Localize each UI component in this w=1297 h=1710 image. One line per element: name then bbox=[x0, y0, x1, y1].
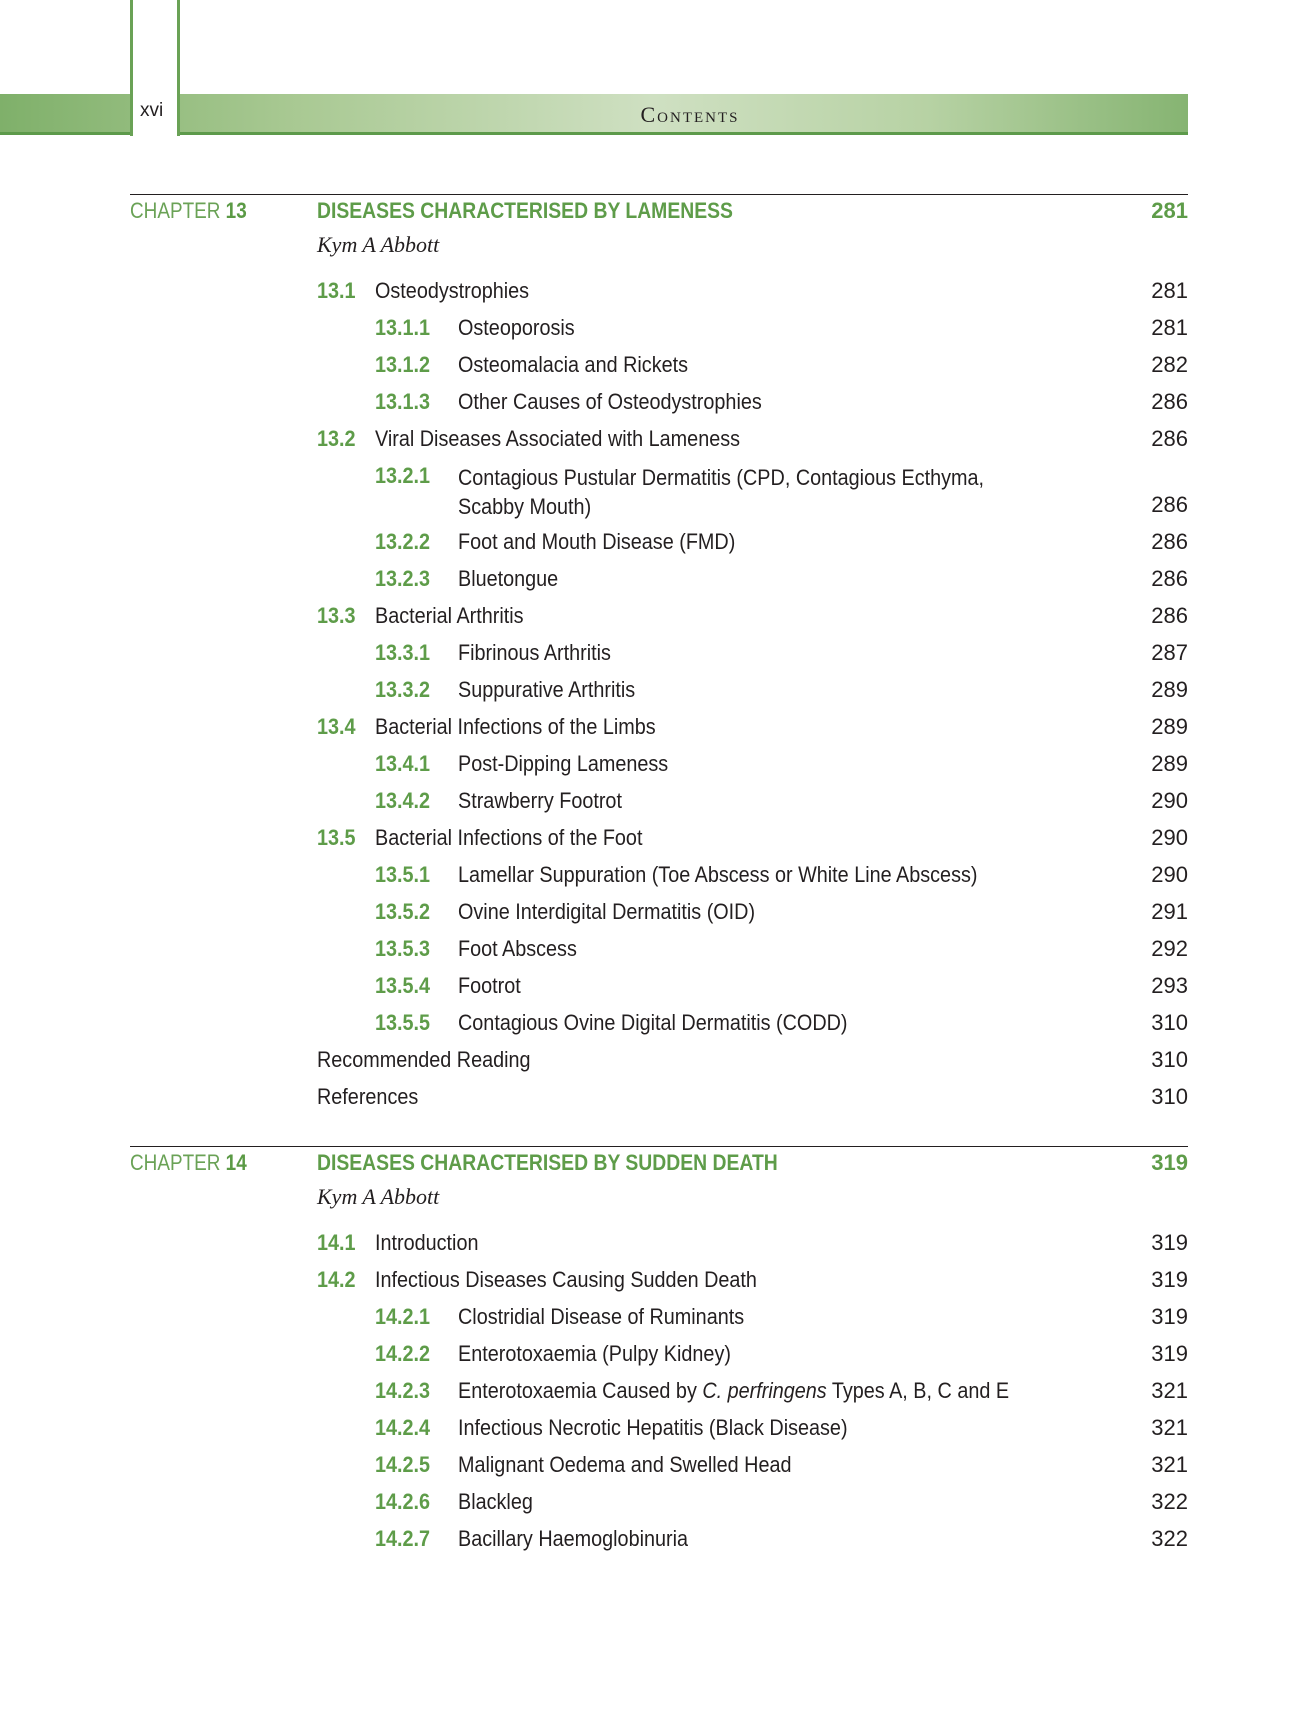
section-title: Infectious Diseases Causing Sudden Death bbox=[375, 1267, 757, 1292]
section-page: 286 bbox=[1151, 603, 1188, 628]
chapter-label-number: 13 bbox=[225, 198, 247, 223]
section-title: Introduction bbox=[375, 1230, 479, 1255]
section-title: Viral Diseases Associated with Lameness bbox=[375, 426, 741, 451]
section-title: Other Causes of Osteodystrophies bbox=[458, 389, 762, 414]
section-number: 13.5.2 bbox=[375, 899, 431, 924]
toc-entry[interactable] bbox=[130, 1010, 1188, 1044]
section-number: 13.3.2 bbox=[375, 677, 431, 702]
toc-entry[interactable] bbox=[130, 862, 1188, 896]
section-page: 286 bbox=[1151, 389, 1188, 414]
toc-entry[interactable] bbox=[130, 973, 1188, 1007]
toc-entry[interactable] bbox=[130, 1047, 1188, 1081]
section-number: 14.2.5 bbox=[375, 1452, 431, 1477]
chapter-label-prefix: CHAPTER bbox=[130, 198, 226, 223]
toc-entry[interactable] bbox=[130, 1378, 1188, 1412]
section-number: 13.4 bbox=[317, 714, 356, 739]
section-page: 321 bbox=[1151, 1452, 1188, 1477]
section-page: 310 bbox=[1151, 1010, 1188, 1035]
section-number: 14.2.1 bbox=[375, 1304, 431, 1329]
section-page: 319 bbox=[1151, 1304, 1188, 1329]
toc-entry[interactable] bbox=[130, 389, 1188, 423]
section-number: 13.1.1 bbox=[375, 315, 431, 340]
section-number: 13.1 bbox=[317, 278, 356, 303]
section-page: 310 bbox=[1151, 1084, 1188, 1109]
toc-entry[interactable] bbox=[130, 1304, 1188, 1338]
section-title: Recommended Reading bbox=[317, 1047, 531, 1072]
section-number: 13.2 bbox=[317, 426, 356, 451]
toc-entry[interactable] bbox=[130, 1526, 1188, 1560]
toc-entry[interactable] bbox=[130, 714, 1188, 748]
section-number: 13.5 bbox=[317, 825, 356, 850]
section-title: Blackleg bbox=[458, 1489, 533, 1514]
section-title bbox=[458, 1378, 1009, 1404]
section-page: 282 bbox=[1151, 352, 1188, 377]
section-title: Suppurative Arthritis bbox=[458, 677, 636, 702]
section-page: 319 bbox=[1151, 1230, 1188, 1255]
section-number: 14.2.2 bbox=[375, 1341, 431, 1366]
section-title-part: Types A, B, C and E bbox=[826, 1378, 1010, 1403]
toc-entry[interactable] bbox=[130, 751, 1188, 785]
section-page: 286 bbox=[1151, 492, 1188, 517]
section-title: Foot and Mouth Disease (FMD) bbox=[458, 529, 736, 554]
section-page: 293 bbox=[1151, 973, 1188, 998]
toc-entry[interactable] bbox=[130, 788, 1188, 822]
toc-entry[interactable] bbox=[130, 1489, 1188, 1523]
toc-entry[interactable] bbox=[130, 463, 1188, 519]
page-number: xvi bbox=[140, 100, 164, 121]
toc-entry[interactable] bbox=[130, 603, 1188, 637]
section-page: 281 bbox=[1151, 315, 1188, 340]
section-number: 13.2.2 bbox=[375, 529, 431, 554]
toc-entry[interactable] bbox=[130, 936, 1188, 970]
section-page: 286 bbox=[1151, 529, 1188, 554]
section-number: 14.2.4 bbox=[375, 1415, 431, 1440]
section-page: 281 bbox=[1151, 278, 1188, 303]
section-number: 13.1.2 bbox=[375, 352, 431, 377]
chapter-rule bbox=[130, 194, 1188, 195]
toc-entry[interactable] bbox=[130, 1084, 1188, 1118]
section-title: Foot Abscess bbox=[458, 936, 577, 961]
toc-entry[interactable] bbox=[130, 529, 1188, 563]
toc-entry[interactable] bbox=[130, 426, 1188, 460]
running-head: Contents bbox=[640, 102, 740, 127]
section-title: Lamellar Suppuration (Toe Abscess or White Line Abscess) bbox=[458, 862, 978, 887]
section-title: Contagious Pustular Dermatitis (CPD, Contagious Ecthyma, Scabby Mouth) bbox=[458, 465, 985, 519]
toc-entry[interactable] bbox=[130, 1267, 1188, 1301]
section-page: 321 bbox=[1151, 1378, 1188, 1403]
toc-entry[interactable] bbox=[130, 825, 1188, 859]
section-number: 14.2 bbox=[317, 1267, 356, 1292]
toc-entry[interactable] bbox=[130, 278, 1188, 312]
section-number: 13.3 bbox=[317, 603, 356, 628]
toc-entry[interactable] bbox=[130, 1452, 1188, 1486]
section-number: 13.5.5 bbox=[375, 1010, 431, 1035]
section-page: 290 bbox=[1151, 862, 1188, 887]
section-page: 286 bbox=[1151, 566, 1188, 591]
section-page: 291 bbox=[1151, 899, 1188, 924]
toc-entry[interactable] bbox=[130, 677, 1188, 711]
section-title: Malignant Oedema and Swelled Head bbox=[458, 1452, 792, 1477]
section-number: 14.2.3 bbox=[375, 1378, 431, 1403]
section-number: 14.2.6 bbox=[375, 1489, 431, 1514]
section-title: Bacillary Haemoglobinuria bbox=[458, 1526, 689, 1551]
section-title: References bbox=[317, 1084, 419, 1109]
section-title: Post-Dipping Lameness bbox=[458, 751, 669, 776]
section-page: 310 bbox=[1151, 1047, 1188, 1072]
toc-entry[interactable] bbox=[130, 315, 1188, 349]
section-page: 321 bbox=[1151, 1415, 1188, 1440]
section-title: Bacterial Arthritis bbox=[375, 603, 524, 628]
toc-entry[interactable] bbox=[130, 1341, 1188, 1375]
chapter-label bbox=[130, 198, 247, 224]
section-title: Osteodystrophies bbox=[375, 278, 530, 303]
section-title: Bacterial Infections of the Foot bbox=[375, 825, 643, 850]
chapter-page: 319 bbox=[1151, 1150, 1188, 1175]
section-title: Footrot bbox=[458, 973, 521, 998]
section-page: 286 bbox=[1151, 426, 1188, 451]
toc-entry[interactable] bbox=[130, 899, 1188, 933]
section-page: 289 bbox=[1151, 751, 1188, 776]
section-title-italic: C. perfringens bbox=[702, 1378, 827, 1403]
section-page: 290 bbox=[1151, 788, 1188, 813]
section-title-part: Enterotoxaemia Caused by bbox=[458, 1378, 703, 1403]
section-number: 13.4.1 bbox=[375, 751, 431, 776]
toc-entry[interactable] bbox=[130, 566, 1188, 600]
chapter-label bbox=[130, 1150, 247, 1176]
section-title: Infectious Necrotic Hepatitis (Black Disease) bbox=[458, 1415, 848, 1440]
section-number: 13.5.4 bbox=[375, 973, 431, 998]
section-number: 13.2.1 bbox=[375, 463, 431, 488]
section-number: 13.5.1 bbox=[375, 862, 431, 887]
chapter-14-block bbox=[130, 1146, 1188, 1566]
toc-entry[interactable] bbox=[130, 352, 1188, 386]
section-page: 287 bbox=[1151, 640, 1188, 665]
section-number: 13.3.1 bbox=[375, 640, 431, 665]
section-title: Bacterial Infections of the Limbs bbox=[375, 714, 656, 739]
section-number: 13.2.3 bbox=[375, 566, 431, 591]
chapter-label-prefix: CHAPTER bbox=[130, 1150, 226, 1175]
section-title: Contagious Ovine Digital Dermatitis (CODD) bbox=[458, 1010, 848, 1035]
section-title: Clostridial Disease of Ruminants bbox=[458, 1304, 745, 1329]
chapter-title[interactable]: DISEASES CHARACTERISED BY LAMENESS bbox=[317, 198, 733, 223]
chapter-13-block bbox=[130, 194, 1188, 1114]
section-title: Osteoporosis bbox=[458, 315, 575, 340]
section-page: 319 bbox=[1151, 1341, 1188, 1366]
chapter-author: Kym A Abbott bbox=[317, 232, 440, 257]
section-number: 13.5.3 bbox=[375, 936, 431, 961]
section-number: 14.2.7 bbox=[375, 1526, 431, 1551]
section-title: Enterotoxaemia (Pulpy Kidney) bbox=[458, 1341, 731, 1366]
section-title: Strawberry Footrot bbox=[458, 788, 622, 813]
chapter-author: Kym A Abbott bbox=[317, 1184, 440, 1209]
section-title: Osteomalacia and Rickets bbox=[458, 352, 689, 377]
section-title: Bluetongue bbox=[458, 566, 559, 591]
section-page: 322 bbox=[1151, 1489, 1188, 1514]
chapter-title[interactable]: DISEASES CHARACTERISED BY SUDDEN DEATH bbox=[317, 1150, 778, 1175]
chapter-rule bbox=[130, 1146, 1188, 1147]
toc-entry[interactable] bbox=[130, 1415, 1188, 1449]
chapter-page: 281 bbox=[1151, 198, 1188, 223]
section-page: 292 bbox=[1151, 936, 1188, 961]
section-page: 289 bbox=[1151, 677, 1188, 702]
toc-entry[interactable] bbox=[130, 1230, 1188, 1264]
section-title: Ovine Interdigital Dermatitis (OID) bbox=[458, 899, 756, 924]
section-page: 319 bbox=[1151, 1267, 1188, 1292]
section-page: 322 bbox=[1151, 1526, 1188, 1551]
section-page: 290 bbox=[1151, 825, 1188, 850]
section-number: 13.1.3 bbox=[375, 389, 431, 414]
chapter-label-number: 14 bbox=[225, 1150, 247, 1175]
section-page: 289 bbox=[1151, 714, 1188, 739]
section-number: 14.1 bbox=[317, 1230, 356, 1255]
section-title: Fibrinous Arthritis bbox=[458, 640, 611, 665]
toc-entry[interactable] bbox=[130, 640, 1188, 674]
section-number: 13.4.2 bbox=[375, 788, 431, 813]
